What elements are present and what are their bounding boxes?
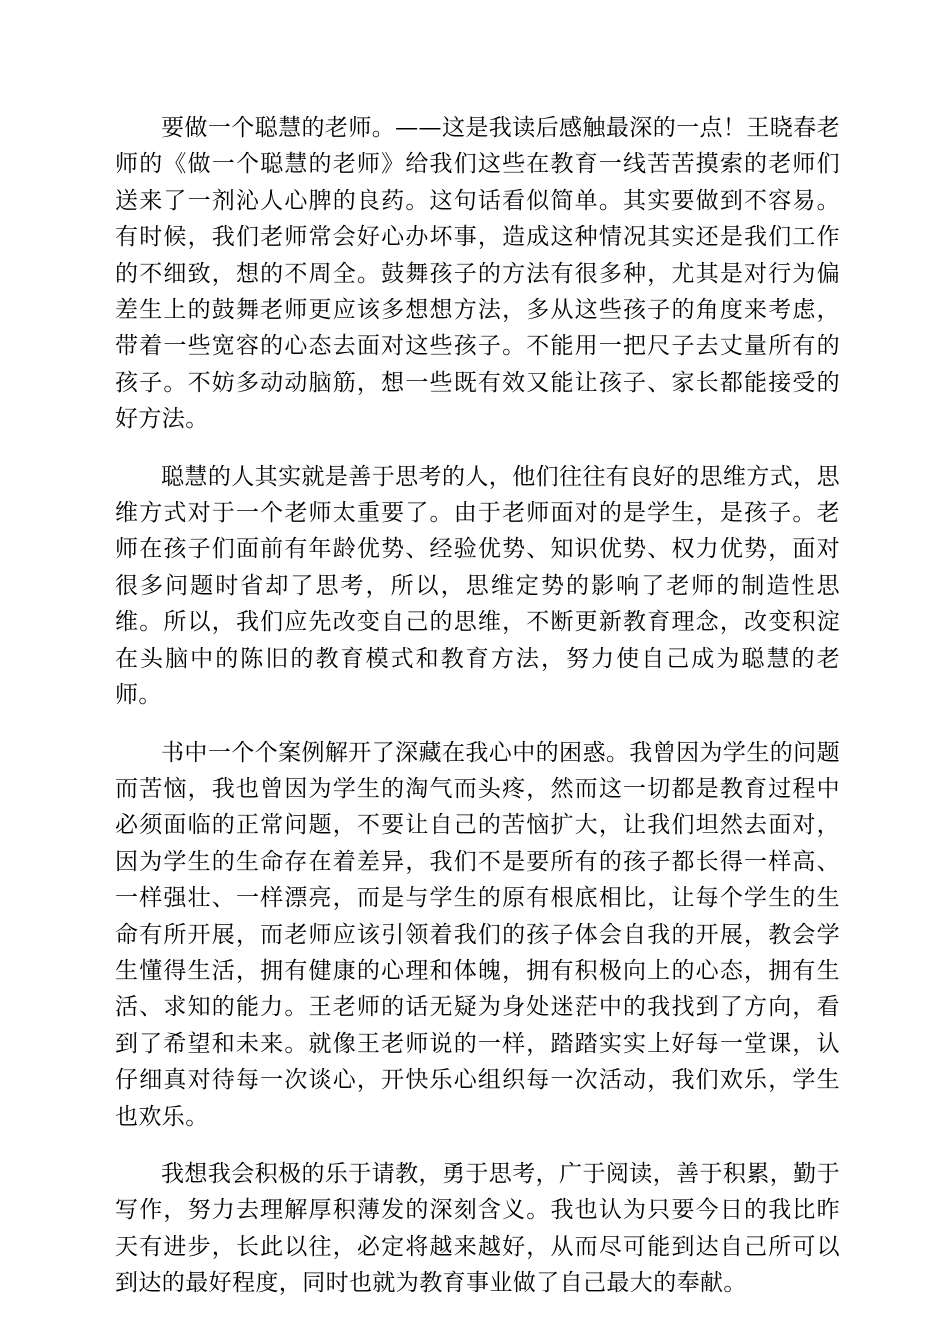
paragraph-1: 要做一个聪慧的老师。——这是我读后感触最深的一点！王晓春老师的《做一个聪慧的老师》给我们这些在教育一线苦苦摸索的老师们送来了一剂沁人心脾的良药。这句话看似简单。其实要做到不容易。有时候，我们老师常会好心办坏事，造成这种情况其实还是我们工作的不细致，想的不周全。鼓舞孩子的方法有很多种，尤其是对行为偏差生上的鼓舞老师更应该多想想方法，多从这些孩子的角度来考虑，带着一些宽容的心态去面对这些孩子。不能用一把尺子去丈量所有的孩子。不妨多动动脑筋，想一些既有效又能让孩子、家长都能接受的好方法。 bbox=[115, 115, 840, 433]
paragraph-4: 我想我会积极的乐于请教，勇于思考，广于阅读，善于积累，勤于写作，努力去理解厚积薄发的深刻含义。我也认为只要今日的我比昨天有进步，长此以往，必定将越来越好，从而尽可能到达自己所可以到达的最好程度，同时也就为教育事业做了自己最大的奉献。 bbox=[115, 1160, 840, 1297]
paragraph-2: 聪慧的人其实就是善于思考的人，他们往往有良好的思维方式，思维方式对于一个老师太重要了。由于老师面对的是学生，是孩子。老师在孩子们面前有年龄优势、经验优势、知识优势、权力优势，面对很多问题时省却了思考，所以，思维定势的影响了老师的制造性思维。所以，我们应先改变自己的思维，不断更新教育理念，改变积淀在头脑中的陈旧的教育模式和教育方法，努力使自己成为聪慧的老师。 bbox=[115, 463, 840, 709]
document-body bbox=[115, 110, 840, 1302]
paragraph-3: 书中一个个案例解开了深藏在我心中的困惑。我曾因为学生的问题而苦恼，我也曾因为学生的淘气而头疼，然而这一切都是教育过程中必须面临的正常问题，不要让自己的苦恼扩大，让我们坦然去面对，因为学生的生命存在着差异，我们不是要所有的孩子都长得一样高、一样强壮、一样漂亮，而是与学生的原有根底相比，让每个学生的生命有所开展，而老师应该引领着我们的孩子体会自我的开展，教会学生懂得生活，拥有健康的心理和体魄，拥有积极向上的心态，拥有生活、求知的能力。王老师的话无疑为身处迷茫中的我找到了方向，看到了希望和未来。就像王老师说的一样，踏踏实实上好每一堂课，认仔细真对待每一次谈心，开快乐心组织每一次活动，我们欢乐，学生也欢乐。 bbox=[115, 739, 840, 1130]
